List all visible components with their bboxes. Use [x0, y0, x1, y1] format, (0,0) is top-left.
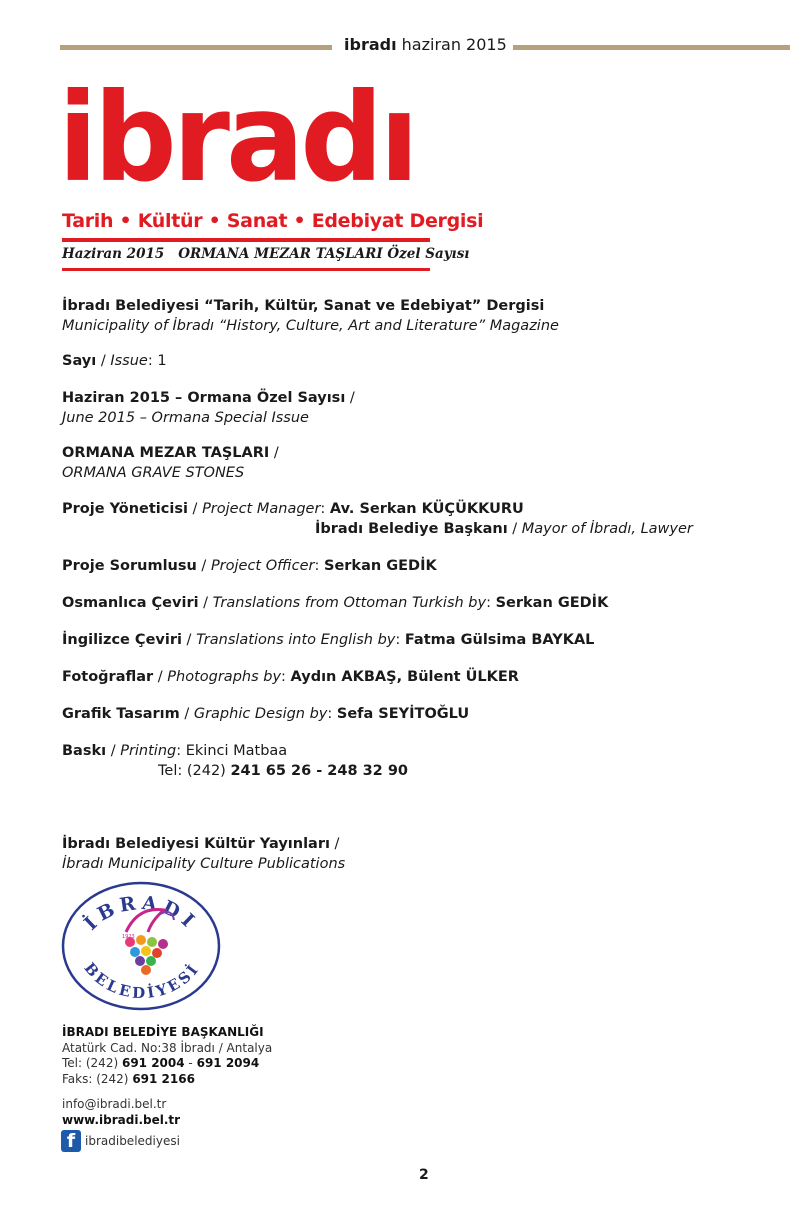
- masthead-rule-top: [62, 238, 430, 242]
- english-label-tr: İngilizce Çeviri: [62, 632, 182, 648]
- running-header: [344, 35, 507, 54]
- issue-label-tr: Sayı: [62, 353, 97, 369]
- officer-label-en: Project Officer: [210, 558, 315, 574]
- header-brand: ibradı: [344, 35, 397, 54]
- english-name: Fatma Gülsima BAYKAL: [404, 632, 595, 648]
- magazine-name-block: [62, 296, 559, 336]
- email-link[interactable]: info@ibradi.bel.tr: [62, 1097, 167, 1111]
- issue-line: [62, 246, 469, 262]
- subject-tr: ORMANA MEZAR TAŞLARI: [62, 445, 270, 461]
- municipality-seal: [60, 880, 222, 1012]
- print-label-tr: Baskı: [62, 743, 107, 759]
- print-tel-numbers: 241 65 26 - 248 32 90: [230, 763, 408, 779]
- page-number: 2: [419, 1167, 429, 1183]
- header-rule-left: [60, 45, 332, 50]
- seal-year: 1923: [122, 934, 135, 940]
- english-label-en: Translations into English by: [196, 632, 396, 648]
- manager-role-tr: İbradı Belediye Başkanı: [315, 521, 508, 537]
- issue-block: Sayı / Issue: 1: [62, 353, 167, 369]
- seal-top-text: İBRADI: [79, 891, 203, 935]
- design-name: Sefa SEYİTOĞLU: [336, 706, 470, 722]
- contact-org: İBRADI BELEDİYE BAŞKANLIĞI: [62, 1025, 264, 1039]
- photo-names: Aydın AKBAŞ, Bülent ÜLKER: [290, 669, 519, 685]
- ottoman-label-tr: Osmanlıca Çeviri: [62, 595, 199, 611]
- facebook-handle: ibradibelediyesi: [85, 1134, 180, 1148]
- contact-fax-number: 691 2166: [132, 1071, 195, 1086]
- contact-block: [62, 1025, 272, 1087]
- contact-tel2: 691 2094: [196, 1056, 260, 1070]
- manager-label-en: Project Manager: [202, 501, 321, 517]
- contact-fax: [62, 1072, 272, 1088]
- manager-name: Av. Serkan KÜÇÜKKURU: [329, 501, 524, 517]
- contact-tel-sep: -: [188, 1056, 193, 1070]
- officer-name: Serkan GEDİK: [324, 558, 437, 574]
- subject-en: ORMANA GRAVE STONES: [62, 465, 245, 481]
- contact-fax-prefix: Faks: (242): [62, 1071, 129, 1086]
- issue-date: Haziran 2015: [62, 246, 165, 262]
- magazine-logo: ibradı: [58, 67, 416, 210]
- publisher-block: İbradı Belediyesi Kültür Yayınları / İbradı Municipality Culture Publications: [62, 836, 346, 872]
- manager-role-en: Mayor of İbradı, Lawyer: [521, 521, 693, 537]
- subject-block: ORMANA MEZAR TAŞLARI / ORMANA GRAVE STONES: [62, 445, 279, 481]
- issue-label-en: Issue: [110, 353, 148, 369]
- ottoman-translation-block: Osmanlıca Çeviri / Translations from Ottoman Turkish by: Serkan GEDİK: [62, 595, 609, 611]
- design-label-tr: Grafik Tasarım: [62, 706, 180, 722]
- magazine-name-tr: İbradı Belediyesi “Tarih, Kültür, Sanat ve Edebiyat” Dergisi: [62, 298, 545, 314]
- seal-bottom-text: BELEDİYESİ: [80, 959, 204, 1003]
- contact-tel-prefix: Tel: (242): [62, 1056, 119, 1070]
- ottoman-label-en: Translations from Ottoman Turkish by: [212, 595, 487, 611]
- contact-tel1: 691 2004: [121, 1056, 185, 1070]
- edition-en: June 2015 – Ormana Special Issue: [62, 410, 309, 426]
- english-translation-block: İngilizce Çeviri / Translations into English by: Fatma Gülsima BAYKAL: [62, 632, 595, 648]
- header-date: haziran 2015: [401, 35, 507, 54]
- edition-block: Haziran 2015 – Ormana Özel Sayısı / June 2015 – Ormana Special Issue: [62, 390, 355, 426]
- contact-tel: [62, 1056, 272, 1072]
- facebook-link[interactable]: [61, 1130, 180, 1152]
- photo-label-en: Photographs by: [167, 669, 282, 685]
- project-officer-block: Proje Sorumlusu / Project Officer: Serkan GEDİK: [62, 558, 437, 574]
- design-label-en: Graphic Design by: [193, 706, 328, 722]
- special-title: ORMANA MEZAR TAŞLARI Özel Sayısı: [178, 246, 470, 262]
- ottoman-name: Serkan GEDİK: [495, 595, 609, 611]
- graphic-design-block: Grafik Tasarım / Graphic Design by: Sefa SEYİTOĞLU: [62, 706, 470, 722]
- photographs-block: Fotoğraflar / Photographs by: Aydın AKBAŞ, Bülent ÜLKER: [62, 669, 519, 685]
- project-manager-block: Proje Yöneticisi / Project Manager: Av. Serkan KÜÇÜKKURU İbradı Belediye Başkanı / Mayor of İbradı, Lawyer: [62, 501, 693, 537]
- contact-address: Atatürk Cad. No:38 İbradı / Antalya: [62, 1040, 273, 1055]
- publisher-name-tr: İbradı Belediyesi Kültür Yayınları: [62, 836, 330, 852]
- publisher-name-en: İbradı Municipality Culture Publications: [62, 856, 346, 872]
- print-label-en: Printing: [120, 743, 177, 759]
- website-link[interactable]: www.ibradi.bel.tr: [62, 1112, 181, 1127]
- facebook-icon: f: [61, 1130, 81, 1152]
- print-tel-prefix: Tel: (242): [158, 763, 226, 779]
- manager-label-tr: Proje Yöneticisi: [62, 501, 188, 517]
- officer-label-tr: Proje Sorumlusu: [62, 558, 197, 574]
- issue-value: 1: [157, 353, 167, 369]
- header-rule-right: [513, 45, 790, 50]
- printer-name: Ekinci Matbaa: [185, 743, 288, 759]
- masthead-rule-bottom: [62, 268, 430, 271]
- magazine-name-en: Municipality of İbradı “History, Culture, Art and Literature” Magazine: [62, 318, 559, 334]
- photo-label-tr: Fotoğraflar: [62, 669, 154, 685]
- online-block: [62, 1097, 180, 1128]
- edition-tr: Haziran 2015 – Ormana Özel Sayısı: [62, 390, 346, 406]
- printing-block: Baskı / Printing: Ekinci Matbaa Tel: (242) 241 65 26 - 248 32 90: [62, 743, 408, 779]
- magazine-tagline: Tarih • Kültür • Sanat • Edebiyat Dergisi: [62, 210, 484, 232]
